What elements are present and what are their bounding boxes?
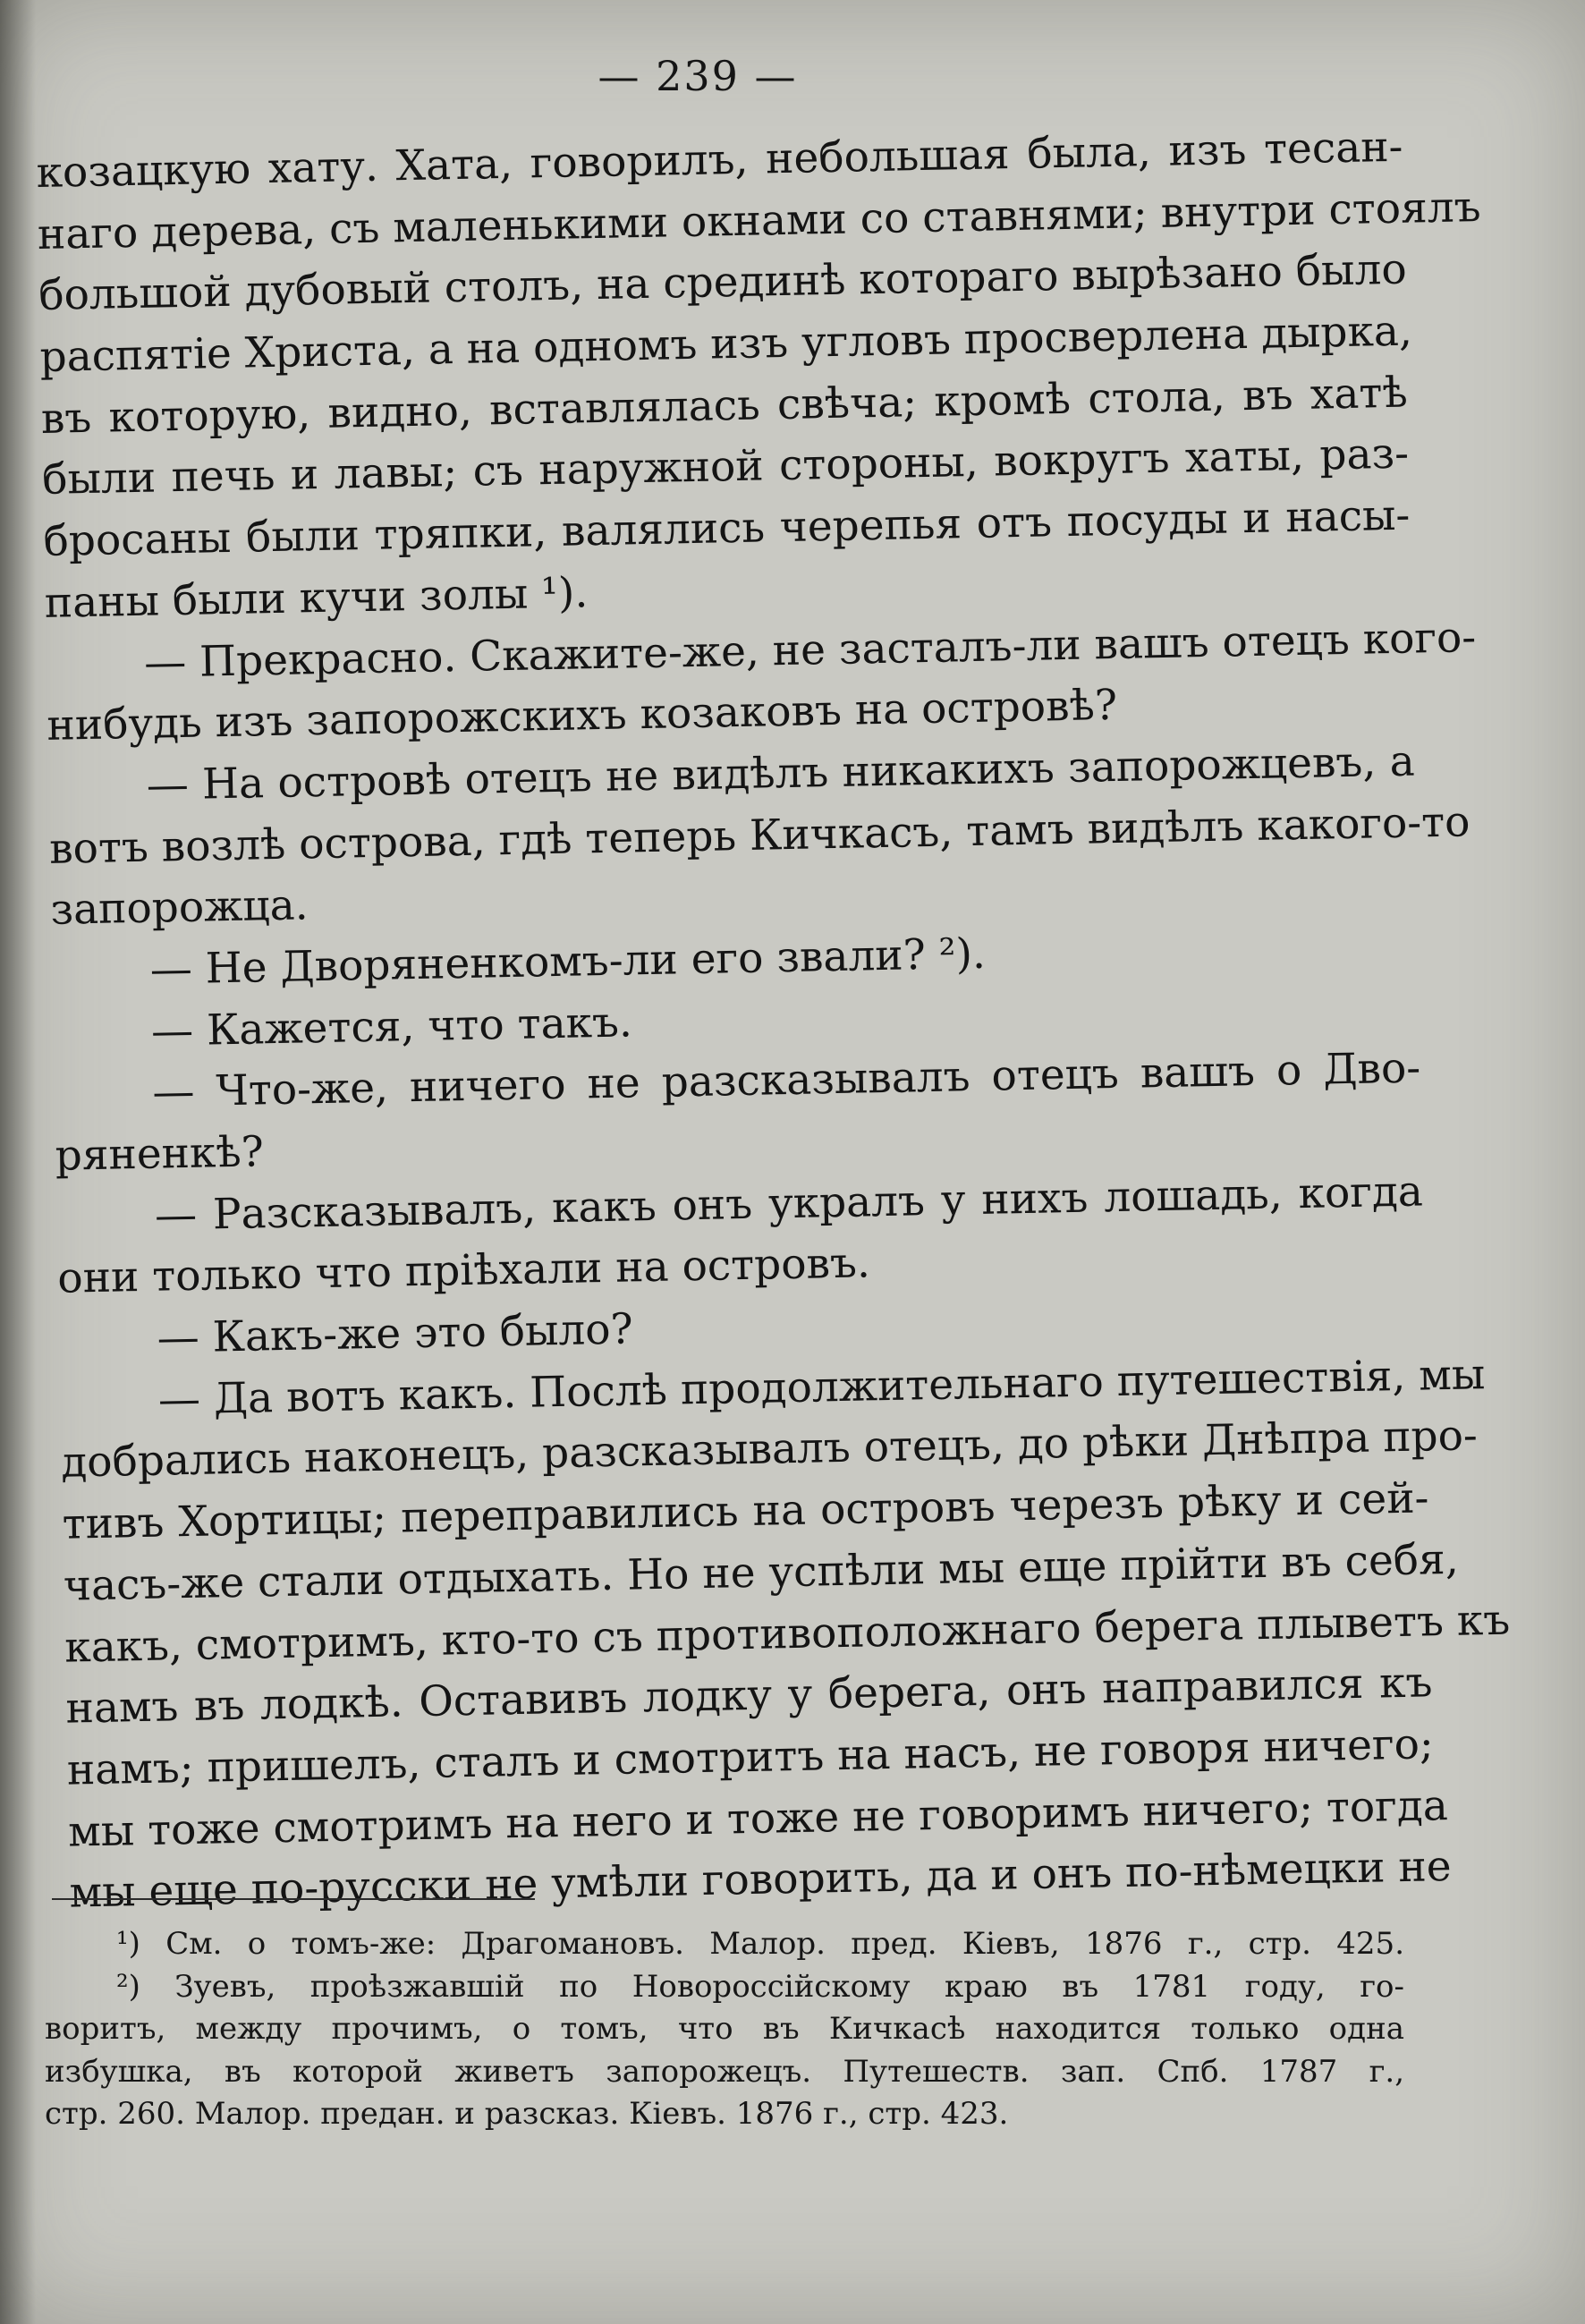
text-line: — На островѣ отецъ не видѣлъ никакихъ запорожцевъ, а: [146, 736, 1416, 810]
text-line: тивъ Хортицы; переправились на островъ черезъ рѣку и сей-: [62, 1473, 1429, 1549]
page-number: — 239 —: [598, 52, 798, 100]
text-line: намъ въ лодкѣ. Оставивъ лодку у берега, онъ направился къ: [65, 1658, 1433, 1734]
text-line: козацкую хату. Хата, говорилъ, небольшая была, изъ тесан-: [36, 122, 1403, 198]
body-text: [36, 117, 1511, 1925]
binding-shadow: [0, 0, 36, 2324]
text-line: часъ-же стали отдыхать. Но не успѣли мы еще прійти въ себя,: [63, 1534, 1460, 1611]
text-line: какъ, смотримъ, кто-то съ противоположнаго берега плыветъ къ: [64, 1595, 1511, 1673]
text-line: мы еще по-русски не умѣли говорить, да и онъ по-нѣмецки не: [69, 1842, 1453, 1918]
footnotes: [45, 1923, 1404, 2136]
footnote-line: избушка, въ которой живетъ запорожецъ. Путешеств. зап. Спб. 1787 г.,: [45, 2053, 1404, 2090]
text-line: распятіе Христа, а на одномъ изъ угловъ просверлена дырка,: [39, 306, 1413, 383]
text-line: были печь и лавы; съ наружной стороны, вокругъ хаты, раз-: [41, 429, 1410, 505]
text-line: паны были кучи золы ¹).: [44, 568, 589, 628]
text-line: — Что-же, ничего не разсказывалъ отецъ вашъ о Дво-: [151, 1043, 1421, 1117]
text-line: въ которую, видно, вставлялась свѣча; кромѣ стола, въ хатѣ: [40, 368, 1409, 444]
footnote-line: ¹) См. о томъ-же: Драгомановъ. Малор. пред. Кіевъ, 1876 г., стр. 425.: [116, 1926, 1404, 1962]
text-line: вотъ возлѣ острова, гдѣ теперь Кичкасъ, тамъ видѣлъ какого-то: [48, 796, 1471, 874]
footnote-line: стр. 260. Малор. предан. и разсказ. Кіевъ. 1876 г., стр. 423.: [45, 2096, 1009, 2132]
footnote-line: ²) Зуевъ, проѣзжавшій по Новороссійскому краю въ 1781 году, го-: [116, 1968, 1404, 2005]
footnote-line: воритъ, между прочимъ, о томъ, что въ Кичкасѣ находится только одна: [45, 2011, 1404, 2047]
text-line: — Разсказывалъ, какъ онъ укралъ у нихъ лошадь, когда: [154, 1166, 1424, 1241]
text-line: бросаны были тряпки, валялись черепья отъ посуды и насы-: [43, 490, 1411, 567]
text-line: ряненкѣ?: [55, 1127, 265, 1181]
text-line: мы тоже смотримъ на него и тоже не говоримъ ничего; тогда: [67, 1780, 1449, 1857]
text-line: добрались наконецъ, разсказывалъ отецъ, до рѣки Днѣпра про-: [60, 1411, 1479, 1489]
text-line: намъ; пришелъ, сталъ и смотритъ на насъ, не говоря ничего;: [66, 1719, 1435, 1795]
text-line: запорожца.: [49, 880, 309, 936]
footnote-divider: [52, 1898, 535, 1900]
text-line: большой дубовый столъ, на срединѣ котораго вырѣзано было: [38, 244, 1408, 321]
text-line: — Прекрасно. Скажите-же, не засталъ-ли вашъ отецъ кого-: [143, 612, 1477, 688]
text-line: — Какъ-же это было?: [157, 1304, 634, 1363]
text-line: наго дерева, съ маленькими окнами со ставнями; внутри стоялъ: [37, 182, 1481, 259]
text-line: — Не Дворяненкомъ-ли его звали? ²).: [149, 929, 987, 995]
text-line: — Да вотъ какъ. Послѣ продолжительнаго путешествія, мы: [157, 1349, 1486, 1425]
text-line: нибудь изъ запорожскихъ козаковъ на островѣ?: [46, 681, 1118, 751]
text-line: они только что пріѣхали на островъ.: [56, 1238, 871, 1304]
text-line: — Кажется, что такъ.: [150, 997, 633, 1056]
